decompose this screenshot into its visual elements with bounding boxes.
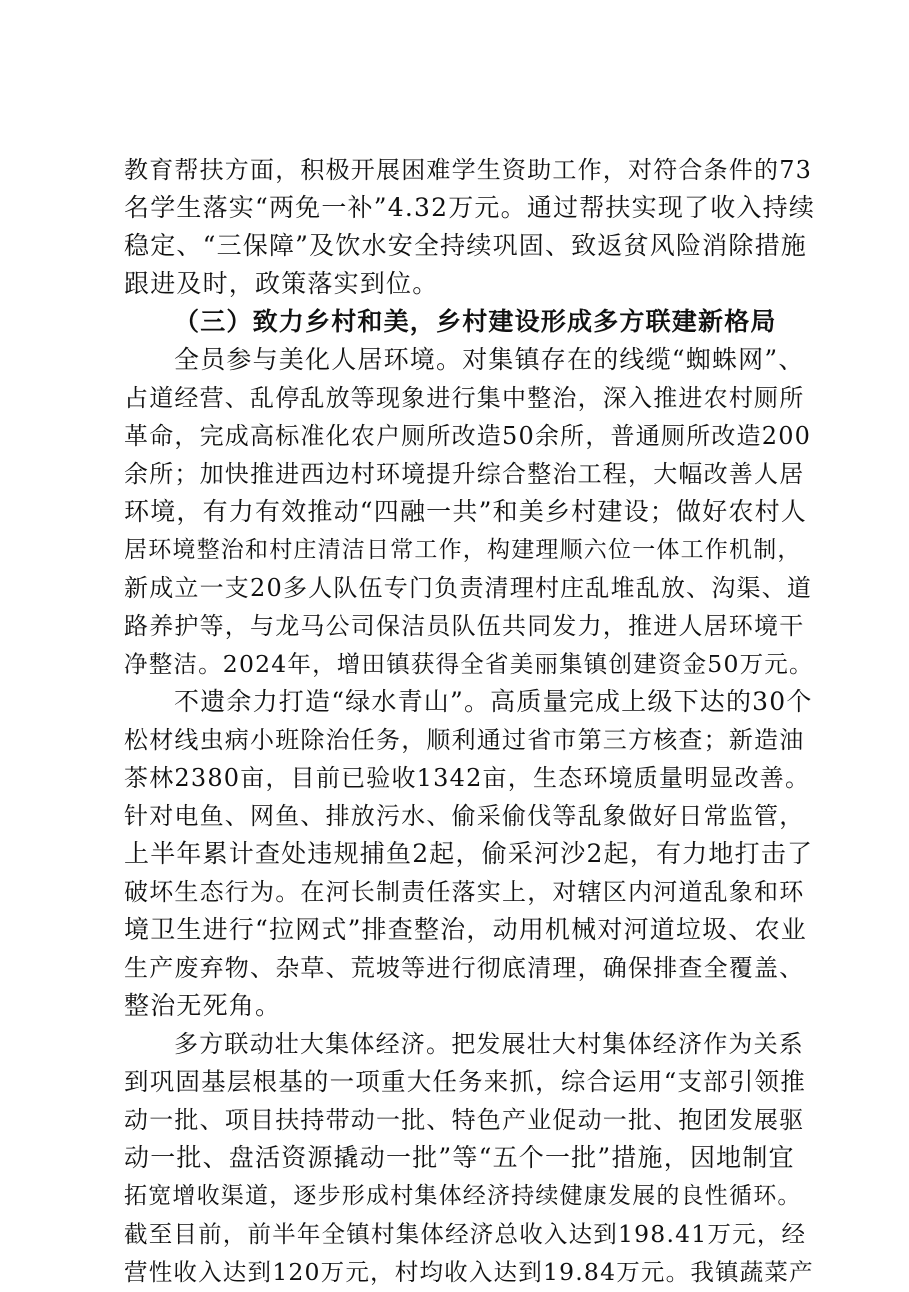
text-line: 余所；加快推进西边村环境提升综合整治工程，大幅改善人居 xyxy=(124,460,805,488)
text-line: 营性收入达到120万元，村均收入达到19.84万元。我镇蔬菜产 xyxy=(124,1258,814,1286)
text-line: 境卫生进行“拉网式”排查整治，动用机械对河道垃圾、农业 xyxy=(124,915,807,944)
text-line: 环境，有力有效推动“四融一共”和美乡村建设；做好农村人 xyxy=(124,497,807,526)
text-line: 动一批、盘活资源撬动一批”等“五个一批”措施，因地制宜 xyxy=(124,1143,795,1172)
text-line: 教育帮扶方面，积极开展困难学生资助工作，对符合条件的73 xyxy=(124,156,813,184)
text-line: 占道经营、乱停乱放等现象进行集中整治，深入推进农村厕所 xyxy=(124,384,805,412)
text-line: 上半年累计查处违规捕鱼2起，偷采河沙2起，有力地打击了 xyxy=(124,839,814,868)
text-line: 针对电鱼、网鱼、排放污水、偷采偷伐等乱象做好日常监管， xyxy=(124,802,805,830)
paragraph-first-line: 不遗余力打造“绿水青山”。高质量完成上级下达的30个 xyxy=(174,687,813,716)
text-line: 截至目前，前半年全镇村集体经济总收入达到198.41万元，经 xyxy=(124,1220,807,1248)
text-line: 净整洁。2024年，增田镇获得全省美丽集镇创建资金50万元。 xyxy=(124,650,814,678)
text-line: 名学生落实“两免一补”4.32万元。通过帮扶实现了收入持续 xyxy=(124,193,816,222)
text-line: 到巩固基层根基的一项重大任务来抓，综合运用“支部引领推 xyxy=(124,1067,806,1096)
text-line: 路养护等，与龙马公司保洁员队伍共同发力，推进人居环境干 xyxy=(124,612,805,640)
text-line: 革命，完成高标准化农户厕所改造50余所，普通厕所改造200 xyxy=(124,422,812,450)
paragraph-first-line: 多方联动壮大集体经济。把发展壮大村集体经济作为关系 xyxy=(174,1030,804,1058)
section-heading: （三）致力乡村和美，乡村建设形成多方联建新格局 xyxy=(174,307,777,336)
text-line: 茶林2380亩，目前已验收1342亩，生态环境质量明显改善。 xyxy=(124,764,811,792)
paragraph-first-line: 全员参与美化人居环境。对集镇存在的线缆“蜘蛛网”、 xyxy=(174,345,805,374)
text-line: 整治无死角。 xyxy=(124,991,282,1020)
text-line: 居环境整治和村庄清洁日常工作，构建理顺六位一体工作机制， xyxy=(124,537,802,563)
text-line: 动一批、项目扶持带动一批、特色产业促动一批、抱团发展驱 xyxy=(124,1106,805,1134)
text-line: 破坏生态行为。在河长制责任落实上，对辖区内河道乱象和环 xyxy=(124,878,805,906)
text-line: 跟进及时，政策落实到位。 xyxy=(124,269,439,298)
text-line: 新成立一支20多人队伍专门负责清理村庄乱堆乱放、沟渠、道 xyxy=(124,574,813,602)
text-line: 拓宽增收渠道，逐步形成村集体经济持续健康发展的良性循环。 xyxy=(124,1183,802,1209)
text-line: 松材线虫病小班除治任务，顺利通过省市第三方核查；新造油 xyxy=(124,726,805,754)
text-line: 稳定、“三保障”及饮水安全持续巩固、致返贫风险消除措施 xyxy=(124,231,807,260)
text-line: 生产废弃物、杂草、荒坡等进行彻底清理，确保排查全覆盖、 xyxy=(124,954,805,982)
